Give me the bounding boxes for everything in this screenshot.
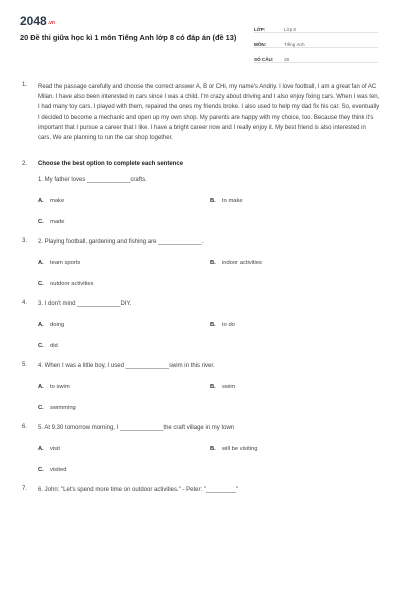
item-number: 5.: [22, 362, 28, 369]
document-title: 20 Đề thi giữa học kì 1 môn Tiếng Anh lớp 8 có đáp án (đề 13): [20, 33, 237, 42]
option-letter: A.: [38, 260, 44, 267]
item-number: 7.: [22, 486, 28, 493]
answer-option[interactable]: [210, 260, 382, 266]
answer-options: [38, 446, 380, 473]
answer-option[interactable]: [38, 322, 210, 328]
item-number: 4.: [22, 300, 28, 307]
answer-options: [38, 260, 380, 287]
section-item: [20, 161, 380, 225]
document-meta: [254, 18, 378, 63]
option-text: outdoor activities: [50, 281, 94, 288]
option-letter: C.: [38, 467, 44, 474]
option-letter: A.: [38, 322, 44, 329]
option-text: to make: [222, 198, 243, 205]
answer-option[interactable]: [38, 281, 210, 287]
option-text: to swim: [50, 384, 70, 391]
worksheet-content: [20, 82, 380, 508]
answer-options: [38, 384, 380, 411]
item-number: 1.: [22, 82, 28, 88]
meta-key: MÔN:: [254, 42, 267, 47]
answer-option[interactable]: [38, 446, 210, 452]
meta-value: Tiếng Anh: [284, 42, 305, 47]
answer-options: [38, 198, 380, 225]
question-item: [20, 362, 380, 411]
question-stem: 2. Playing football, gardening and fishing are _____________.: [38, 239, 204, 246]
option-text: will be visiting: [222, 446, 258, 453]
answer-option[interactable]: [38, 384, 210, 390]
option-letter: C.: [38, 343, 44, 350]
question-stem: 3. I don't mind _____________DIY.: [38, 301, 132, 308]
question-stem: 5. At 9.30 tomorrow morning, I _____________the craft village in my town: [38, 425, 235, 432]
question-item: [20, 300, 380, 349]
option-letter: A.: [38, 384, 44, 391]
meta-row-question-count: [254, 48, 378, 63]
option-letter: B.: [210, 446, 216, 453]
option-text: to do: [222, 322, 235, 329]
option-letter: A.: [38, 198, 44, 205]
answer-option[interactable]: [38, 467, 210, 473]
option-letter: A.: [38, 446, 44, 453]
option-letter: B.: [210, 260, 216, 267]
option-text: team sports: [50, 260, 81, 267]
question-item: [20, 238, 380, 287]
option-text: visited: [50, 467, 67, 474]
option-text: visit: [50, 446, 60, 453]
question-stem: 6. John: "Let's spend more time on outdoor activities." - Peter: "_________": [38, 487, 239, 494]
meta-value: 28: [284, 57, 290, 62]
option-text: indoor activities: [222, 260, 262, 267]
answer-option[interactable]: [38, 260, 210, 266]
option-letter: B.: [210, 384, 216, 391]
meta-value: Lớp 8: [284, 27, 296, 32]
answer-option[interactable]: [38, 343, 210, 349]
answer-option[interactable]: [210, 384, 382, 390]
site-logo[interactable]: [20, 14, 55, 28]
answer-option[interactable]: [210, 198, 382, 204]
question-stem: 4. When I was a little boy, I used _____________swim in this river.: [38, 363, 215, 370]
answer-option[interactable]: [210, 446, 382, 452]
option-letter: B.: [210, 322, 216, 329]
option-letter: C.: [38, 405, 44, 412]
item-number: 2.: [22, 161, 28, 168]
meta-row-grade: [254, 18, 378, 33]
answer-option[interactable]: [38, 198, 210, 204]
meta-key: SỐ CÂU:: [254, 57, 274, 62]
option-letter: C.: [38, 281, 44, 288]
option-text: doing: [50, 322, 65, 329]
item-number: 3.: [22, 238, 28, 245]
meta-key: LỚP:: [254, 27, 266, 32]
answer-option[interactable]: [210, 322, 382, 328]
question-stem: 1. My father loves _____________crafts.: [38, 177, 147, 184]
option-text: made: [50, 219, 65, 226]
question-item: [20, 486, 380, 494]
option-text: did: [50, 343, 58, 350]
option-text: swimming: [50, 405, 76, 412]
option-text: make: [50, 198, 65, 205]
logo-tld: .vn: [47, 20, 55, 26]
option-text: swim: [222, 384, 236, 391]
answer-option[interactable]: [38, 405, 210, 411]
section-heading: Choose the best option to complete each sentence: [38, 161, 184, 168]
answer-option[interactable]: [38, 219, 210, 225]
passage-item: [20, 82, 380, 143]
answer-options: [38, 322, 380, 349]
logo-text: 2048: [20, 14, 47, 28]
meta-row-subject: [254, 33, 378, 48]
question-item: [20, 424, 380, 473]
item-number: 6.: [22, 424, 28, 431]
option-letter: C.: [38, 219, 44, 226]
reading-passage: Read the passage carefully and choose the correct answer A, B or CHi, my name's Andriy. I love football, I am a great fan of AC Milan. I have also been interested in cars since I was a child. I'm crazy about driving and I also enjoy fixing cars. When I was ten, I had many toy cars. I played with them, repaired the ones my friends broke. I also used to help my dad fix his car. So, eventually I decided to become a mechanic and open up my own shop. My parents are happy with my choice, too. Because they think it's important that I pursue a career that I like. I have a bright career now and I really enjoy it. My best friend is also interested in cars. We are planning to run the car shop together.: [38, 84, 380, 142]
option-letter: B.: [210, 198, 216, 205]
